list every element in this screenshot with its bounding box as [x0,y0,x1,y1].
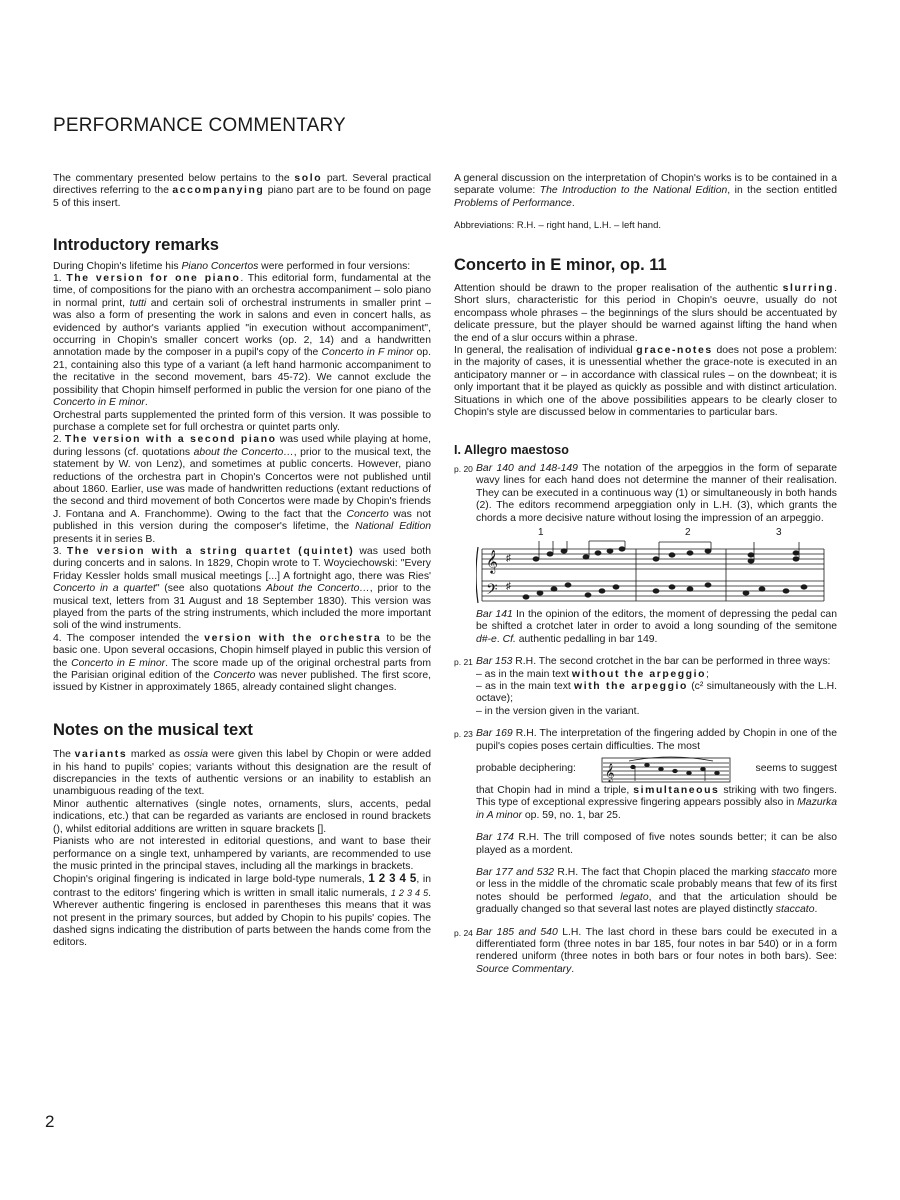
general-discussion-paragraph: A general discussion on the interpretation of Chopin's works is to be contained in a separate volume: The Introduction to the National Edition, in the section entitled Problems of Performance. [454,173,837,209]
heading-concerto: Concerto in E minor, op. 11 [454,255,667,274]
slurring-paragraph: Attention should be drawn to the proper realisation of the authentic slurring. Short slurs, characteristic for this period in Chopin's oeuvre, usually do not encompass whole phrases – the beginnings of the slurs should be accentuated by delicate pressure, but the player should be warned against lifting the hand when the end of a slur occurs within a phrase. [454,283,837,344]
page-ref: p. 23 [454,729,473,740]
right-column [454,173,837,976]
fingering-paragraph: Chopin's original fingering is indicated in large bold-type numerals, 1 2 3 4 5, in contrast to the editors' fingering which is written in small italic numerals, 1 2 3 4 5. Wherever authentic fingering is enclosed in parentheses this means that it was not present in the primary sources, but added by Chopin to his pupils' copies. The dashed signs indicating the distribution of parts between the hands come from the editors. [53,873,432,949]
bar-140-entry: p. 20 Bar 140 and 148-149 The notation of the arpeggios in the form of separate wavy lines for each hand does not determine the manner of their realisation. They can be executed in a continuous way (1) or simultaneously in both hands (2). The editors recommend arpeggiation only in L.H. (3), which grants the chords a more decisive nature without losing the impression of an arpeggio. [454,462,837,524]
version-2-paragraph: 2. The version with a second piano was used while playing at home, during lessons (cf. quotations about the Concerto…, prior to the musical text, the statement by W. von Lenz), and sometimes at public concerts. However, piano reductions of the orchestra part in Chopin's Concertos were not published until about 1860. Earlier, use was made of handwritten reductions (extant reductions of the second and third movement of both Concertos were made by Chopin's friends J. Fontana and A. Franchomme). Owing to the fact that the Concerto was not published in this version during the composer's lifetime, the National Edition presents it in series B. [53,434,432,545]
example-label-3: 3 [776,526,782,538]
arpeggio-music-example [476,527,837,607]
variants-paragraph: The variants marked as ossia were given this label by Chopin or were added in his hand to pupils' copies; variants without this designation are the result of discrepancies in the texts of authentic versions or an inability to establish an unambiguous reading of the text. [53,749,431,798]
page-ref: p. 20 [454,463,473,474]
bar-169-entry: p. 23 Bar 169 R.H. The interpretation of the fingering added by Chopin in one of the pupil's copies poses certain difficulties. The most probable deciphering: 𝄞 seems to suggest that Chopin had in mind a triple, simultaneous striking with two fingers. This type of exceptional expressive fingering appears possibly also in Mazurka in A minor op. 59, no. 1, bar 25. [454,728,837,821]
bar-153-entry: p. 21 Bar 153 R.H. The second crotchet in the bar can be performed in three ways: – as in the main text without the arpeggio; – as in the main text with the arpeggio (c² simultaneously with the L.H. octave); – in the version given in the variant. [454,656,838,717]
page-ref: p. 24 [454,927,473,938]
abbreviations: Abbreviations: R.H. – right hand, L.H. – left hand. [454,220,662,232]
bar-185-entry: p. 24 Bar 185 and 540 L.H. The last chord in these bars could be executed in a differentiated form (three notes in bar 185, four notes in bar 540) or in a form rendered uniform (three notes in both bars or four notes in both bars). See: Source Commentary. [454,926,838,975]
example-label-1: 1 [538,526,544,538]
example-label-2: 2 [685,526,691,538]
version-1-paragraph: 1. The version for one piano. This editorial form, fundamental at the time, of compositions for the piano with an orchestra accompaniment – solo piano in normal print, tutti and certain soli of orchestral instruments in smaller print – was also a form of presenting the work in salons and even in concert halls, as evidenced by author's variants applied "in execution without accompaniment", occurring in Chopin's smaller concert works (op. 2, 14) and a handwritten annotation made by the composer in a pupil's copy of the Concerto in F minor op. 21, containing also this type of a variant (a left hand harmonic accompaniment to the recitative in the second movement, bars 45-72). We cannot exclude the possibility that Chopin himself performed in public the version for one piano of the Concerto in E minor. [53,273,431,409]
pianists-paragraph: Pianists who are not interested in editorial questions, and want to base their performance on a single text, unhampered by variants, are recommended to use the music printed in the principal staves, including all the markings in brackets. [53,836,431,872]
svg-text:𝄢: 𝄢 [486,580,498,602]
bar-174-entry: Bar 174 R.H. The trill composed of five notes sounds better; it can be also played as a mordent. [476,832,837,856]
svg-text:♯: ♯ [506,552,511,564]
heading-allegro-maestoso: I. Allegro maestoso [454,442,569,457]
fingering-notation [601,755,731,783]
page-ref: p. 21 [454,657,473,668]
grace-notes-paragraph: In general, the realisation of individual grace-notes does not pose a problem: in the majority of cases, it is unessential whether the grace-note is executed in an anticipatory manner or – in accordance with classical rules – on the downbeat; it is only important that it be played as quickly as possible and with distinct articulation. Situations in which one of the above possibilities appears to be clearly closer to Chopin's style are discussed below in commentaries to particular bars. [454,345,837,419]
page-number: 2 [45,1112,55,1131]
staff-notation [476,539,826,607]
version-4-paragraph: 4. The composer intended the version with the orchestra to be the basic one. Upon several occasions, Chopin himself played in public this version of the Concerto in E minor. The score made up of the original orchestral parts from the Parisian original edition of the Concerto was never published. The first score, issued by Kistner in approximately 1865, already contained slight changes. [53,632,431,694]
fingering-example-line: probable deciphering: 𝄞 seems to suggest [476,753,837,785]
alternatives-paragraph: Minor authentic alternatives (single notes, ornaments, slurs, accents, pedal indications, etc.) that can be regarded as variants are enclosed in round brackets (), whilst editorial additions are written in square brackets []. [53,798,431,835]
heading-notes-musical-text: Notes on the musical text [53,720,253,739]
orchestral-parts-paragraph: Orchestral parts supplemented the printed form of this version. It was possible to purchase a complete set for full orchestra or quintet parts only. [53,409,431,433]
bar-141-entry: Bar 141 In the opinion of the editors, the moment of depressing the pedal can be shifted a crotchet later in order to avoid a long sounding of the semitone d#-e. Cf. authentic pedalling in bar 149. [476,608,837,645]
page-title: PERFORMANCE COMMENTARY [53,115,346,136]
remarks-paragraph: During Chopin's lifetime his Piano Concertos were performed in four versions: [53,260,411,272]
left-column [53,173,431,950]
intro-paragraph: The commentary presented below pertains to the solo part. Several practical directives referring to the accompanying piano part are to be found on page 5 of this insert. [53,173,432,209]
version-3-paragraph: 3. The version with a string quartet (quintet) was used both during concerts and in salons. In 1829, Chopin wrote to T. Woyciechowski: "Every Friday Kessler holds small musical meetings [...] A fortnight ago, there was Ries' Concerto in a quartet" (see also quotations About the Concerto…, prior to the musical text, letters from 31 August and 18 September 1830). This version was played from the parts of the string instruments, which included the more important soli of the wind instruments. [53,545,431,632]
bar-177-entry: Bar 177 and 532 R.H. The fact that Chopin placed the marking staccato more or less in the middle of the chromatic scale probably means that few of its first notes should be performed legato, and that the articulation should be gradually changed so that several last notes are played distinctly staccato. [476,867,838,916]
svg-text:𝄞: 𝄞 [604,763,615,782]
svg-text:♯: ♯ [506,580,511,592]
svg-text:𝄞: 𝄞 [486,548,498,573]
heading-introductory-remarks: Introductory remarks [53,236,219,255]
